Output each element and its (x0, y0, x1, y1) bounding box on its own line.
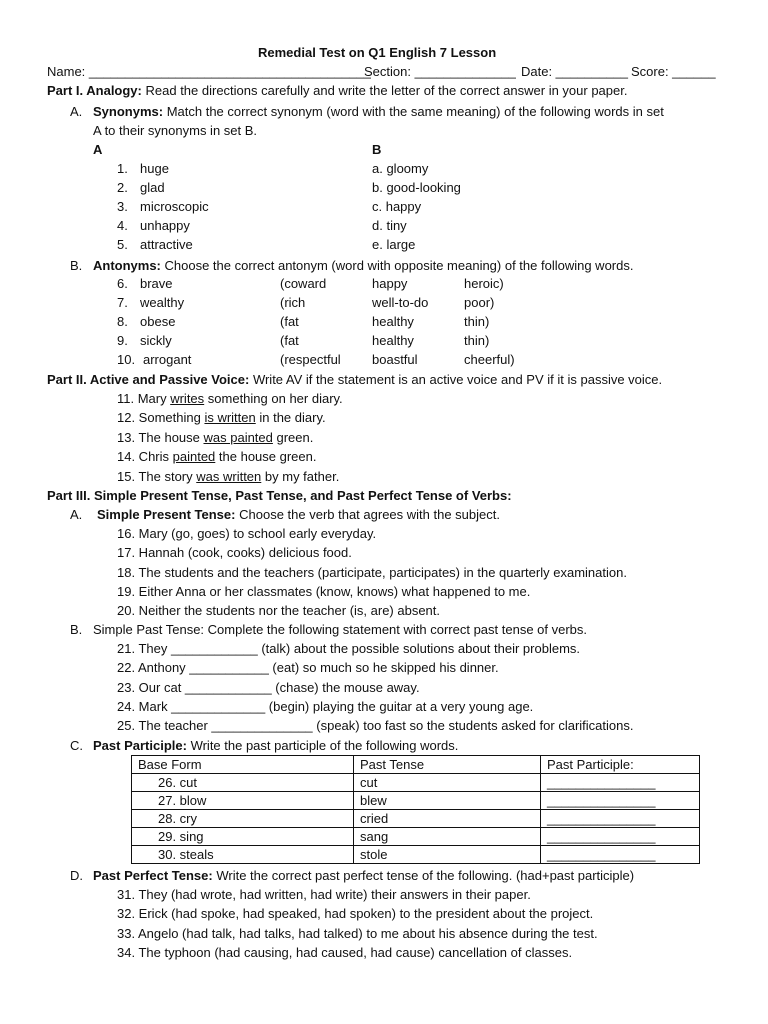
antonym-word: obese (140, 314, 176, 329)
base-form-cell: 29. sing (132, 828, 354, 846)
past-tense-cell: stole (354, 846, 541, 864)
part3d-letter: D. (70, 868, 83, 883)
part3c-label: Past Participle: (93, 738, 187, 753)
part3b-label: Simple Past Tense: (93, 622, 205, 637)
antonym-option: (fat (280, 333, 299, 348)
antonym-option: thin) (464, 333, 490, 348)
set-b-heading: B (372, 142, 382, 157)
antonym-word: sickly (140, 333, 172, 348)
table-header: Past Participle: (541, 756, 700, 774)
part1a-letter: A. (70, 104, 83, 119)
page-title: Remedial Test on Q1 English 7 Lesson (258, 45, 497, 60)
antonym-option: well-to-do (372, 295, 429, 310)
antonym-num: 6. (117, 276, 128, 291)
voice-item-verb: was painted (203, 430, 273, 445)
antonym-option: (respectful (280, 352, 341, 367)
past-tense-cell: sang (354, 828, 541, 846)
base-form-cell: 30. steals (132, 846, 354, 864)
part3c-letter: C. (70, 738, 83, 753)
table-row (132, 828, 700, 846)
synonym-word: unhappy (140, 218, 190, 233)
antonym-word: wealthy (140, 295, 185, 310)
present-tense-item: 19. Either Anna or her classmates (know, knows) what happened to me. (117, 584, 531, 599)
voice-item (117, 468, 339, 485)
antonym-option: healthy (372, 333, 414, 348)
voice-item-pre: 11. Mary (117, 391, 171, 406)
present-tense-item: 16. Mary (go, goes) to school early everyday. (117, 526, 377, 541)
antonym-word: brave (140, 276, 173, 291)
part1b-label: Antonyms: (93, 258, 161, 273)
part1-heading-line (47, 82, 627, 99)
voice-item (117, 390, 343, 407)
past-participle-blank: _______________ (541, 774, 700, 792)
present-tense-item: 18. The students and the teachers (participate, participates) in the quarterly examination. (117, 565, 627, 580)
voice-item (117, 448, 317, 465)
past-tense-item: 24. Mark _____________ (begin) playing the guitar at a very young age. (117, 699, 534, 714)
antonym-option: thin) (464, 314, 490, 329)
voice-item (117, 409, 326, 426)
voice-item-pre: 12. Something (117, 410, 205, 425)
past-tense-item: 21. They ____________ (talk) about the possible solutions about their problems. (117, 641, 581, 656)
antonym-option: happy (372, 276, 408, 291)
voice-item-verb: painted (172, 449, 216, 464)
name-field: Name: _______________________________________ (47, 64, 371, 79)
past-participle-blank: _______________ (541, 846, 700, 864)
past-participle-blank: _______________ (541, 810, 700, 828)
table-header: Past Tense (354, 756, 541, 774)
synonym-choice: e. large (372, 237, 416, 252)
voice-item-post: the house green. (215, 449, 317, 464)
part3-heading: Part III. Simple Present Tense, Past Tense, and Past Perfect Tense of Verbs: (47, 488, 512, 503)
table-row (132, 846, 700, 864)
voice-item-post: green. (272, 430, 314, 445)
part1b-letter: B. (70, 258, 83, 273)
synonym-num: 1. (117, 161, 128, 176)
antonym-num: 9. (117, 333, 128, 348)
table-row (132, 792, 700, 810)
present-tense-item: 20. Neither the students nor the teacher (is, are) absent. (117, 603, 441, 618)
voice-item-pre: 15. The story (117, 469, 197, 484)
antonym-option: heroic) (464, 276, 504, 291)
antonym-option: cheerful) (464, 352, 515, 367)
voice-item-post: something on her diary. (204, 391, 343, 406)
synonym-choice: d. tiny (372, 218, 407, 233)
part3a-label: Simple Present Tense: (97, 507, 236, 522)
synonym-word: attractive (140, 237, 193, 252)
antonym-option: poor) (464, 295, 495, 310)
part3c-text: Write the past participle of the following words. (190, 738, 459, 753)
past-perfect-item: 32. Erick (had spoke, had speaked, had spoken) to the president about the project. (117, 906, 594, 921)
antonym-word: arrogant (143, 352, 192, 367)
voice-item-pre: 14. Chris (117, 449, 173, 464)
antonym-num: 7. (117, 295, 128, 310)
part1a-text1: Match the correct synonym (word with the same meaning) of the following words in set (166, 104, 664, 119)
synonym-num: 3. (117, 199, 128, 214)
part3c-instructions (93, 737, 458, 754)
antonym-num: 10. (117, 352, 136, 367)
synonym-num: 2. (117, 180, 128, 195)
synonym-num: 5. (117, 237, 128, 252)
synonym-choice: b. good-looking (372, 180, 461, 195)
present-tense-item: 17. Hannah (cook, cooks) delicious food. (117, 545, 352, 560)
part1a-text2: A to their synonyms in set B. (93, 123, 258, 138)
table-header-row (132, 756, 700, 774)
part3d-text: Write the correct past perfect tense of the following. (had+past participle) (216, 868, 635, 883)
part1b-text: Choose the correct antonym (word with opposite meaning) of the following words. (164, 258, 634, 273)
synonym-choice: c. happy (372, 199, 422, 214)
base-form-cell: 27. blow (132, 792, 354, 810)
score-field: Score: ______ (631, 64, 716, 79)
past-participle-blank: _______________ (541, 792, 700, 810)
table-header: Base Form (132, 756, 354, 774)
part2-heading: Part II. Active and Passive Voice: (47, 372, 250, 387)
past-perfect-item: 31. They (had wrote, had written, had write) their answers in their paper. (117, 887, 531, 902)
past-tense-item: 23. Our cat ____________ (chase) the mouse away. (117, 680, 420, 695)
antonym-option: boastful (372, 352, 418, 367)
part3d-instructions (93, 867, 634, 884)
past-perfect-item: 33. Angelo (had talk, had talks, had talked) to me about his absence during the test. (117, 926, 598, 941)
part3a-letter: A. (70, 507, 83, 522)
part2-directions: Write AV if the statement is an active voice and PV if it is passive voice. (252, 372, 663, 387)
synonym-word: huge (140, 161, 169, 176)
part1a-label: Synonyms: (93, 104, 164, 119)
voice-item-pre: 13. The house (117, 430, 204, 445)
part3a-instructions (97, 506, 500, 523)
base-form-cell: 28. cry (132, 810, 354, 828)
antonym-option: (rich (280, 295, 306, 310)
part3b-instructions (93, 621, 587, 638)
table-row (132, 810, 700, 828)
part3b-text: Complete the following statement with correct past tense of verbs. (207, 622, 588, 637)
past-participle-blank: _______________ (541, 828, 700, 846)
date-field: Date: __________ (521, 64, 628, 79)
past-tense-item: 25. The teacher ______________ (speak) too fast so the students asked for clarifications. (117, 718, 634, 733)
antonym-option: (fat (280, 314, 299, 329)
past-tense-item: 22. Anthony ___________ (eat) so much so he skipped his dinner. (117, 660, 499, 675)
past-tense-cell: cried (354, 810, 541, 828)
voice-item (117, 429, 313, 446)
part1-heading: Part I. Analogy: (47, 83, 142, 98)
past-tense-cell: blew (354, 792, 541, 810)
part3d-label: Past Perfect Tense: (93, 868, 213, 883)
voice-item-verb: writes (170, 391, 205, 406)
part1-directions: Read the directions carefully and write the letter of the correct answer in your paper. (145, 83, 628, 98)
synonym-word: glad (140, 180, 165, 195)
voice-item-verb: is written (204, 410, 256, 425)
past-participle-table (131, 755, 700, 864)
part2-heading-line (47, 371, 662, 388)
part1a-instructions (93, 103, 664, 120)
antonym-option: (coward (280, 276, 327, 291)
past-tense-cell: cut (354, 774, 541, 792)
voice-item-post: in the diary. (255, 410, 326, 425)
base-form-cell: 26. cut (132, 774, 354, 792)
antonym-option: healthy (372, 314, 414, 329)
voice-item-verb: was written (196, 469, 262, 484)
section-field: Section: ______________ (364, 64, 516, 79)
part1b-instructions (93, 257, 633, 274)
synonym-word: microscopic (140, 199, 209, 214)
antonym-num: 8. (117, 314, 128, 329)
part3a-text: Choose the verb that agrees with the subject. (239, 507, 500, 522)
set-a-heading: A (93, 142, 103, 157)
synonym-choice: a. gloomy (372, 161, 429, 176)
table-row (132, 774, 700, 792)
part3b-letter: B. (70, 622, 83, 637)
voice-item-post: by my father. (261, 469, 340, 484)
past-perfect-item: 34. The typhoon (had causing, had caused, had cause) cancellation of classes. (117, 945, 573, 960)
synonym-num: 4. (117, 218, 128, 233)
